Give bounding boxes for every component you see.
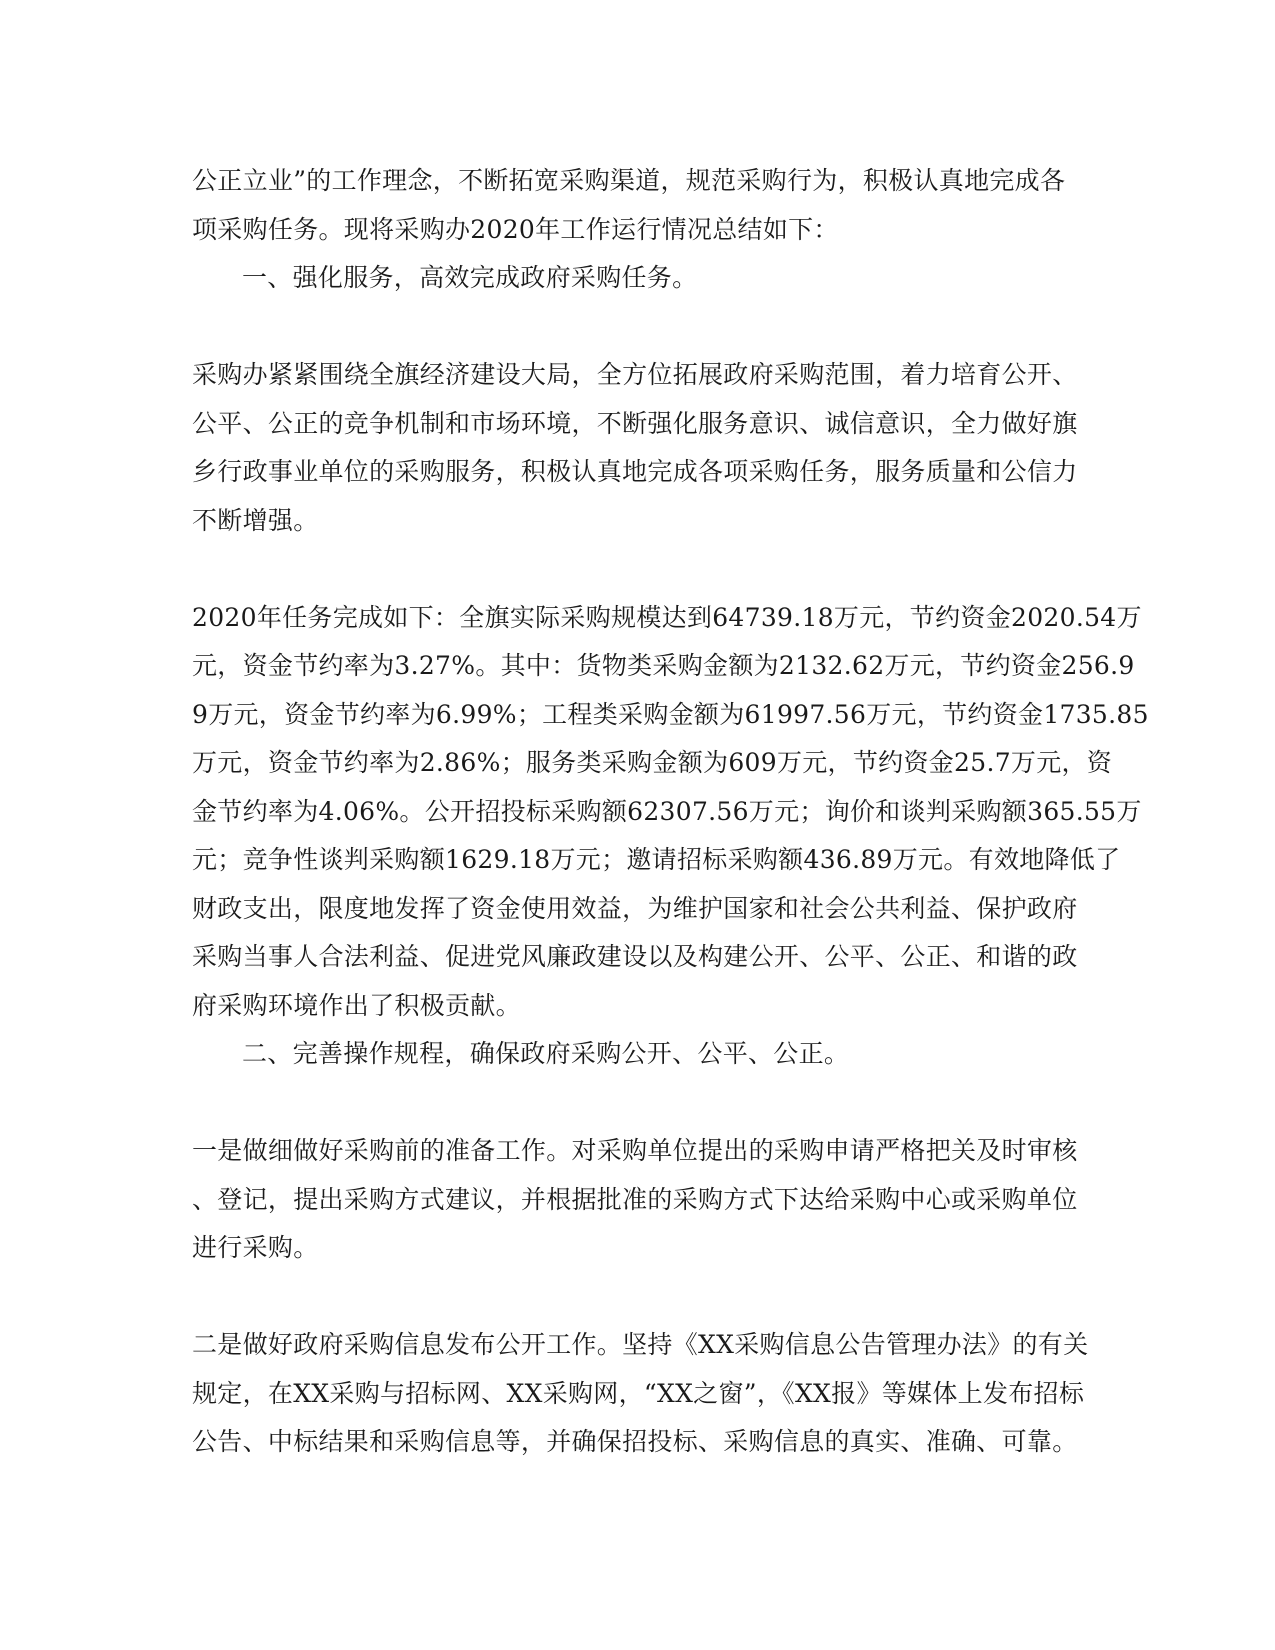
text-line: 采购办紧紧围绕全旗经济建设大局，全方位拓展政府采购范围，着力培育公开、 [192, 360, 1078, 389]
text-line: 不断增强。 [192, 505, 319, 535]
paragraph-gap [192, 1079, 1092, 1128]
text-line: 元，资金节约率为3.27%。其中：货物类采购金额为2132.62万元，节约资金256.9 [192, 651, 1135, 680]
text-line: 乡行政事业单位的采购服务，积极认真地完成各项采购任务，服务质量和公信力 [192, 457, 1078, 486]
section-heading-2: 二、完善操作规程，确保政府采购公开、公平、公正。 [242, 1039, 850, 1068]
paragraph-gap [192, 1273, 1092, 1322]
text-line: 、登记，提出采购方式建议，并根据批准的采购方式下达给采购中心或采购单位 [192, 1184, 1078, 1214]
text-line: 元；竞争性谈判采购额1629.18万元；邀请招标采购额436.89万元。有效地降低了 [192, 845, 1121, 874]
text-line: 进行采购。 [192, 1233, 319, 1262]
text-line: 公正立业”的工作理念，不断拓宽采购渠道，规范采购行为，积极认真地完成各 [192, 166, 1066, 195]
text-line: 财政支出，限度地发挥了资金使用效益，为维护国家和社会公共利益、保护政府 [192, 893, 1078, 923]
paragraph-gap [192, 545, 1092, 594]
text-line: 万元，资金节约率为2.86%；服务类采购金额为609万元，节约资金25.7万元，资 [192, 748, 1113, 777]
text-line: 2020年任务完成如下：全旗实际采购规模达到64739.18万元，节约资金2020.54万 [192, 602, 1142, 632]
text-line: 府采购环境作出了积极贡献。 [192, 990, 521, 1020]
text-line: 一是做细做好采购前的准备工作。对采购单位提出的采购申请严格把关及时审核 [192, 1136, 1078, 1165]
section-heading-1: 一、强化服务，高效完成政府采购任务。 [242, 263, 698, 292]
text-line: 公告、中标结果和采购信息等，并确保招投标、采购信息的真实、准确、可靠。 [192, 1427, 1078, 1456]
text-line: 公平、公正的竞争机制和市场环境，不断强化服务意识、诚信意识，全力做好旗 [192, 408, 1078, 438]
text-line: 9万元，资金节约率为6.99%；工程类采购金额为61997.56万元，节约资金1735.85 [192, 699, 1149, 729]
text-line: 项采购任务。现将采购办2020年工作运行情况总结如下： [192, 214, 839, 244]
text-line: 采购当事人合法利益、促进党风廉政建设以及构建公开、公平、公正、和谐的政 [192, 942, 1078, 971]
text-line: 规定，在XX采购与招标网、XX采购网，“XX之窗”，《XX报》等媒体上发布招标 [192, 1378, 1085, 1408]
document-body [192, 157, 1149, 1467]
text-line: 二是做好政府采购信息发布公开工作。坚持《XX采购信息公告管理办法》的有关 [192, 1330, 1089, 1359]
text-line: 金节约率为4.06%。公开招投标采购额62307.56万元；询价和谈判采购额365.55万 [192, 796, 1142, 826]
paragraph-gap [192, 303, 1092, 352]
